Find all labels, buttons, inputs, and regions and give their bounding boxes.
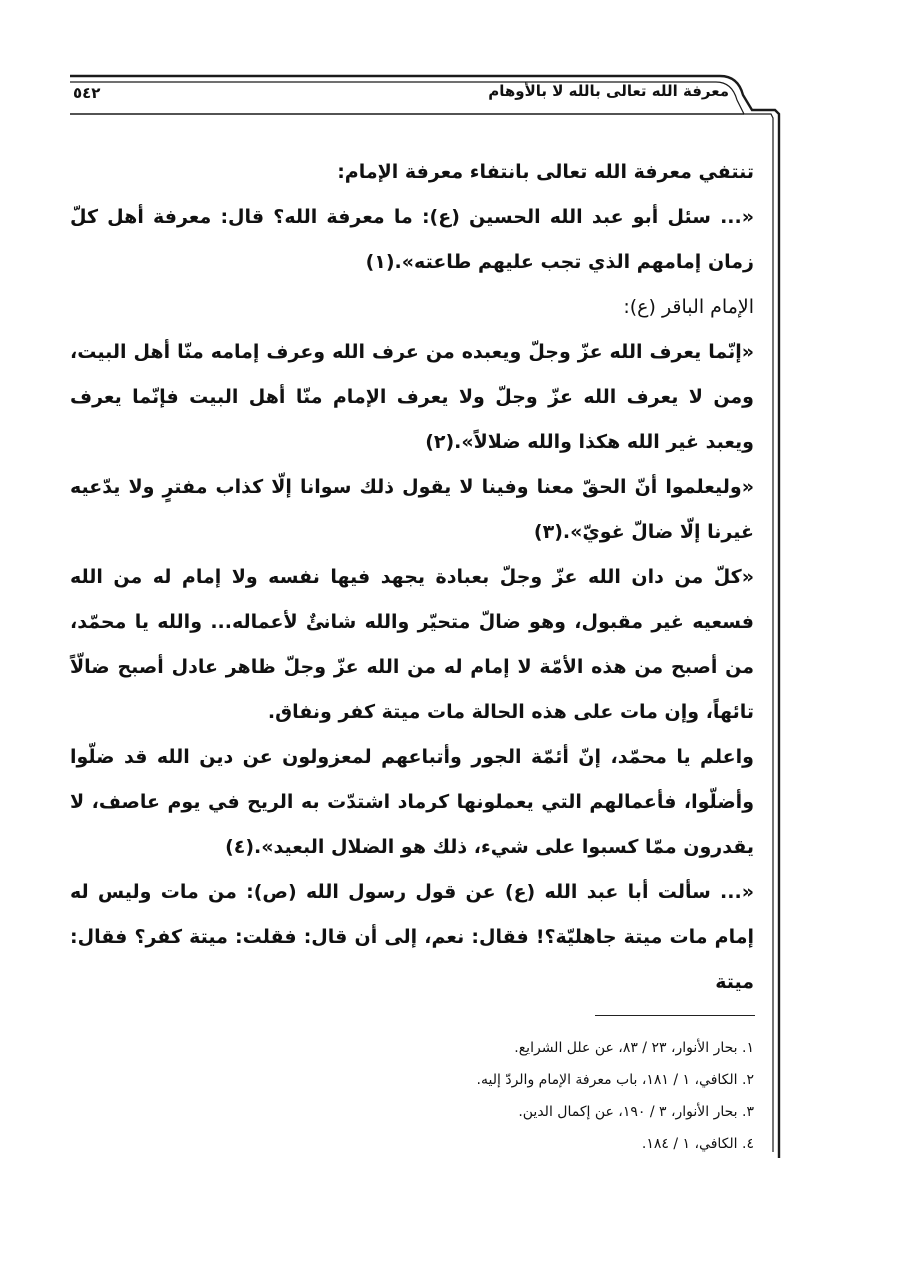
- page-number: ٥٤٢: [73, 84, 101, 102]
- quote-baqir-1: «إنّما يعرف الله عزّ وجلّ ويعبده من عرف الله وعرف إمامه منّا أهل البيت، ومن لا يعرف الله عزّ وجلّ ولا يعرف الإمام منّا أهل البيت فإنّما يعرف ويعبد غير الله هكذا والله ضلالاً».(٢): [70, 341, 754, 453]
- footnotes: [194, 1032, 754, 1160]
- footnote-separator: [595, 1015, 755, 1016]
- quote-baqir-2: «وليعلموا أنّ الحقّ معنا وفينا لا يقول ذلك سوانا إلّا كذاب مفترٍ ولا يدّعيه غيرنا إلّا ضالّ غويّ».(٣): [70, 476, 754, 543]
- main-text: [70, 150, 754, 1005]
- running-header-title: معرفة الله تعالى بالله لا بالأوهام: [488, 82, 729, 100]
- quote-baqir-3-continued: واعلم يا محمّد، إنّ أئمّة الجور وأتباعهم لمعزولون عن دين الله قد ضلّوا وأضلّوا، فأعمالهم التي يعملونها كرماد اشتدّت به الريح في يوم عاصف، لا يقدرون ممّا كسبوا على شيء، ذلك هو الضلال البعيد».(٤): [70, 746, 754, 858]
- quote-husain: «... سئل أبو عبد الله الحسين (ع): ما معرفة الله؟ قال: معرفة أهل كلّ زمان إمامهم الذي تجب عليهم طاعته».(١): [70, 206, 754, 273]
- footnote-1: ١. بحار الأنوار، ٢٣ / ٨٣، عن علل الشرايع.: [514, 1040, 754, 1056]
- section-heading-baqir: الإمام الباقر (ع):: [623, 296, 754, 318]
- intro-line: تنتفي معرفة الله تعالى بانتفاء معرفة الإمام:: [337, 161, 754, 183]
- quote-abi-abdillah: «... سألت أبا عبد الله (ع) عن قول رسول الله (ص): من مات وليس له إمام مات ميتة جاهليّة؟! فقال: نعم، إلى أن قال: فقلت: ميتة كفر؟ فقال: ميتة: [70, 881, 754, 993]
- quote-baqir-3: «كلّ من دان الله عزّ وجلّ بعبادة يجهد فيها نفسه ولا إمام له من الله فسعيه غير مقبول، وهو ضالّ متحيّر والله شانئٌ لأعماله... والله يا محمّد، من أصبح من هذه الأمّة لا إمام له من الله عزّ وجلّ ظاهر عادل أصبح ضالّاً تائهاً، وإن مات على هذه الحالة مات ميتة كفر ونفاق.: [70, 566, 754, 723]
- footnote-4: ٤. الكافي، ١ / ١٨٤.: [641, 1136, 754, 1152]
- footnote-3: ٣. بحار الأنوار، ٣ / ١٩٠، عن إكمال الدين.: [518, 1104, 754, 1120]
- footnote-2: ٢. الكافي، ١ / ١٨١، باب معرفة الإمام والردّ إليه.: [476, 1072, 754, 1088]
